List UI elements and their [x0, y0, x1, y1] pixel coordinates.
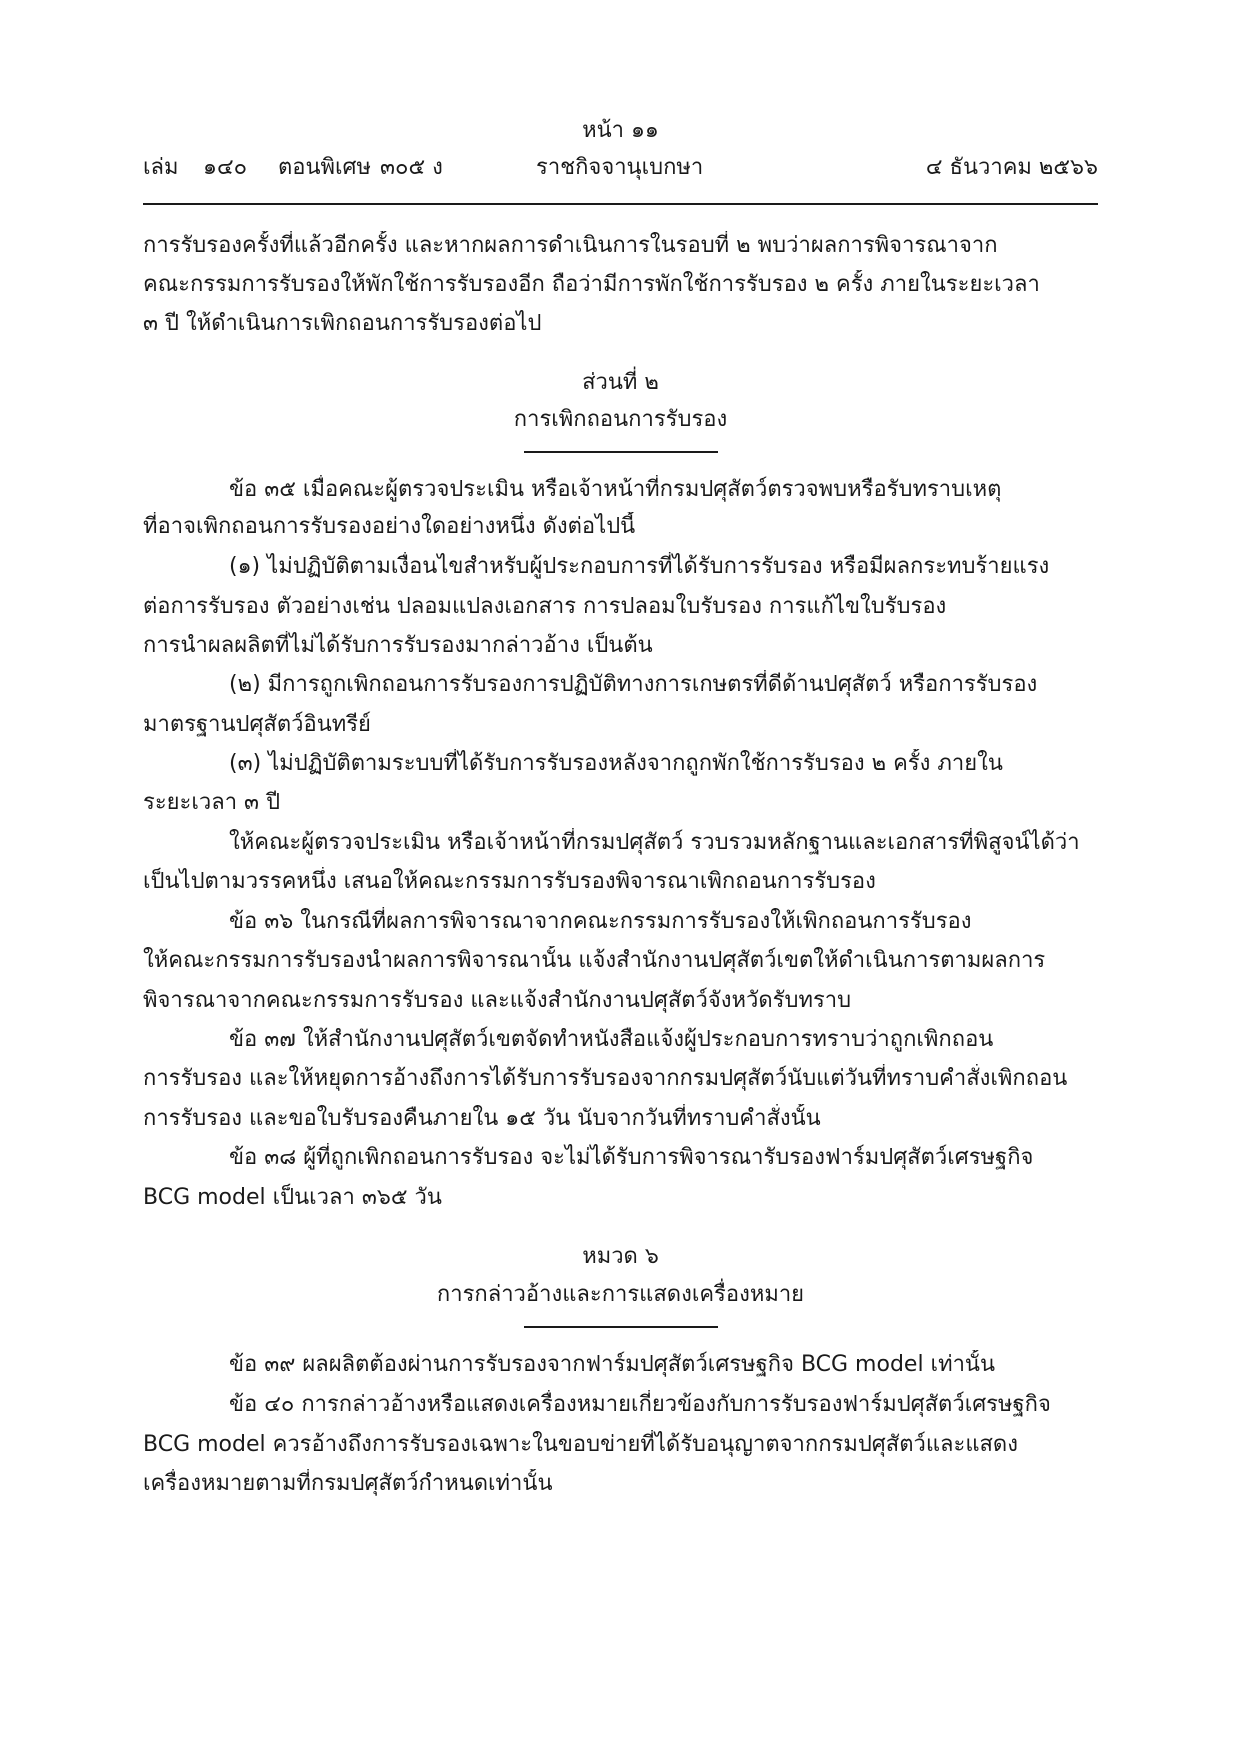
article-line: BCG model ควรอ้างถึงการรับรองเฉพาะในขอบข่ายที่ได้รับอนุญาตจากกรมปศุสัตว์และแสดง — [143, 1432, 1018, 1457]
volume-number: ๑๔๐ — [203, 155, 248, 180]
article-line: ที่อาจเพิกถอนการรับรองอย่างใดอย่างหนึ่ง ดังต่อไปนี้ — [143, 514, 636, 539]
article-line: ข้อ ๓๙ ผลผลิตต้องผ่านการรับรองจากฟาร์มปศุสัตว์เศรษฐกิจ BCG model เท่านั้น — [229, 1352, 996, 1377]
paragraph-line: คณะกรรมการรับรองให้พักใช้การรับรองอีก ถือว่ามีการพักใช้การรับรอง ๒ ครั้ง ภายในระยะเวลา — [143, 272, 1040, 297]
chapter-title: หมวด ๖ — [582, 1244, 659, 1269]
clause-line: (๑) ไม่ปฏิบัติตามเงื่อนไขสำหรับผู้ประกอบการที่ได้รับการรับรอง หรือมีผลกระทบร้ายแรง — [229, 554, 1050, 579]
issue-label: ตอนพิเศษ — [278, 155, 372, 180]
article-line: BCG model เป็นเวลา ๓๖๕ วัน — [143, 1185, 442, 1210]
chapter-divider — [524, 1326, 718, 1328]
paragraph-line: ให้คณะผู้ตรวจประเมิน หรือเจ้าหน้าที่กรมปศุสัตว์ รวบรวมหลักฐานและเอกสารที่พิสูจน์ได้ว่า — [229, 830, 1080, 855]
issue-date: ๔ ธันวาคม ๒๕๖๖ — [925, 155, 1098, 180]
header-rule — [143, 203, 1098, 205]
clause-line: ต่อการรับรอง ตัวอย่างเช่น ปลอมแปลงเอกสาร การปลอมใบรับรอง การแก้ไขใบรับรอง — [143, 594, 947, 619]
gazette-name: ราชกิจจานุเบกษา — [536, 155, 704, 180]
article-line: ข้อ ๓๘ ผู้ที่ถูกเพิกถอนการรับรอง จะไม่ได้รับการพิจารณารับรองฟาร์มปศุสัตว์เศรษฐกิจ — [229, 1145, 1034, 1170]
article-line: การรับรอง และขอใบรับรองคืนภายใน ๑๕ วัน นับจากวันที่ทราบคำสั่งนั้น — [143, 1106, 821, 1131]
clause-line: ระยะเวลา ๓ ปี — [143, 790, 281, 815]
article-line: การรับรอง และให้หยุดการอ้างถึงการได้รับการรับรองจากกรมปศุสัตว์นับแต่วันที่ทราบคำสั่งเพิกถอน — [143, 1066, 1068, 1091]
paragraph-line: เป็นไปตามวรรคหนึ่ง เสนอให้คณะกรรมการรับรองพิจารณาเพิกถอนการรับรอง — [143, 869, 876, 894]
article-line: พิจารณาจากคณะกรรมการรับรอง และแจ้งสำนักงานปศุสัตว์จังหวัดรับทราบ — [143, 988, 852, 1013]
issue-number: ๓๐๕ ง — [380, 155, 443, 180]
article-line: ให้คณะกรรมการรับรองนำผลการพิจารณานั้น แจ้งสำนักงานปศุสัตว์เขตให้ดำเนินการตามผลการ — [143, 948, 1046, 973]
section-title: ส่วนที่ ๒ — [582, 370, 659, 395]
page-number: หน้า ๑๑ — [582, 118, 659, 143]
article-line: ข้อ ๓๗ ให้สำนักงานปศุสัตว์เขตจัดทำหนังสือแจ้งผู้ประกอบการทราบว่าถูกเพิกถอน — [229, 1027, 994, 1052]
article-line: ข้อ ๔๐ การกล่าวอ้างหรือแสดงเครื่องหมายเกี่ยวข้องกับการรับรองฟาร์มปศุสัตว์เศรษฐกิจ — [229, 1392, 1051, 1417]
paragraph-line: ๓ ปี ให้ดำเนินการเพิกถอนการรับรองต่อไป — [143, 311, 542, 336]
article-line: ข้อ ๓๕ เมื่อคณะผู้ตรวจประเมิน หรือเจ้าหน้าที่กรมปศุสัตว์ตรวจพบหรือรับทราบเหตุ — [229, 477, 1002, 502]
clause-line: (๒) มีการถูกเพิกถอนการรับรองการปฏิบัติทางการเกษตรที่ดีด้านปศุสัตว์ หรือการรับรอง — [229, 672, 1038, 697]
clause-line: มาตรฐานปศุสัตว์อินทรีย์ — [143, 712, 371, 737]
section-divider — [524, 451, 718, 453]
paragraph-line: การรับรองครั้งที่แล้วอีกครั้ง และหากผลการดำเนินการในรอบที่ ๒ พบว่าผลการพิจารณาจาก — [143, 233, 998, 258]
article-line: เครื่องหมายตามที่กรมปศุสัตว์กำหนดเท่านั้น — [143, 1471, 553, 1496]
section-subtitle: การเพิกถอนการรับรอง — [513, 407, 728, 432]
article-line: ข้อ ๓๖ ในกรณีที่ผลการพิจารณาจากคณะกรรมการรับรองให้เพิกถอนการรับรอง — [229, 909, 972, 934]
clause-line: การนำผลผลิตที่ไม่ได้รับการรับรองมากล่าวอ้าง เป็นต้น — [143, 633, 653, 658]
volume-label: เล่ม — [143, 155, 179, 180]
chapter-subtitle: การกล่าวอ้างและการแสดงเครื่องหมาย — [436, 1282, 805, 1307]
clause-line: (๓) ไม่ปฏิบัติตามระบบที่ได้รับการรับรองหลังจากถูกพักใช้การรับรอง ๒ ครั้ง ภายใน — [229, 751, 1003, 776]
